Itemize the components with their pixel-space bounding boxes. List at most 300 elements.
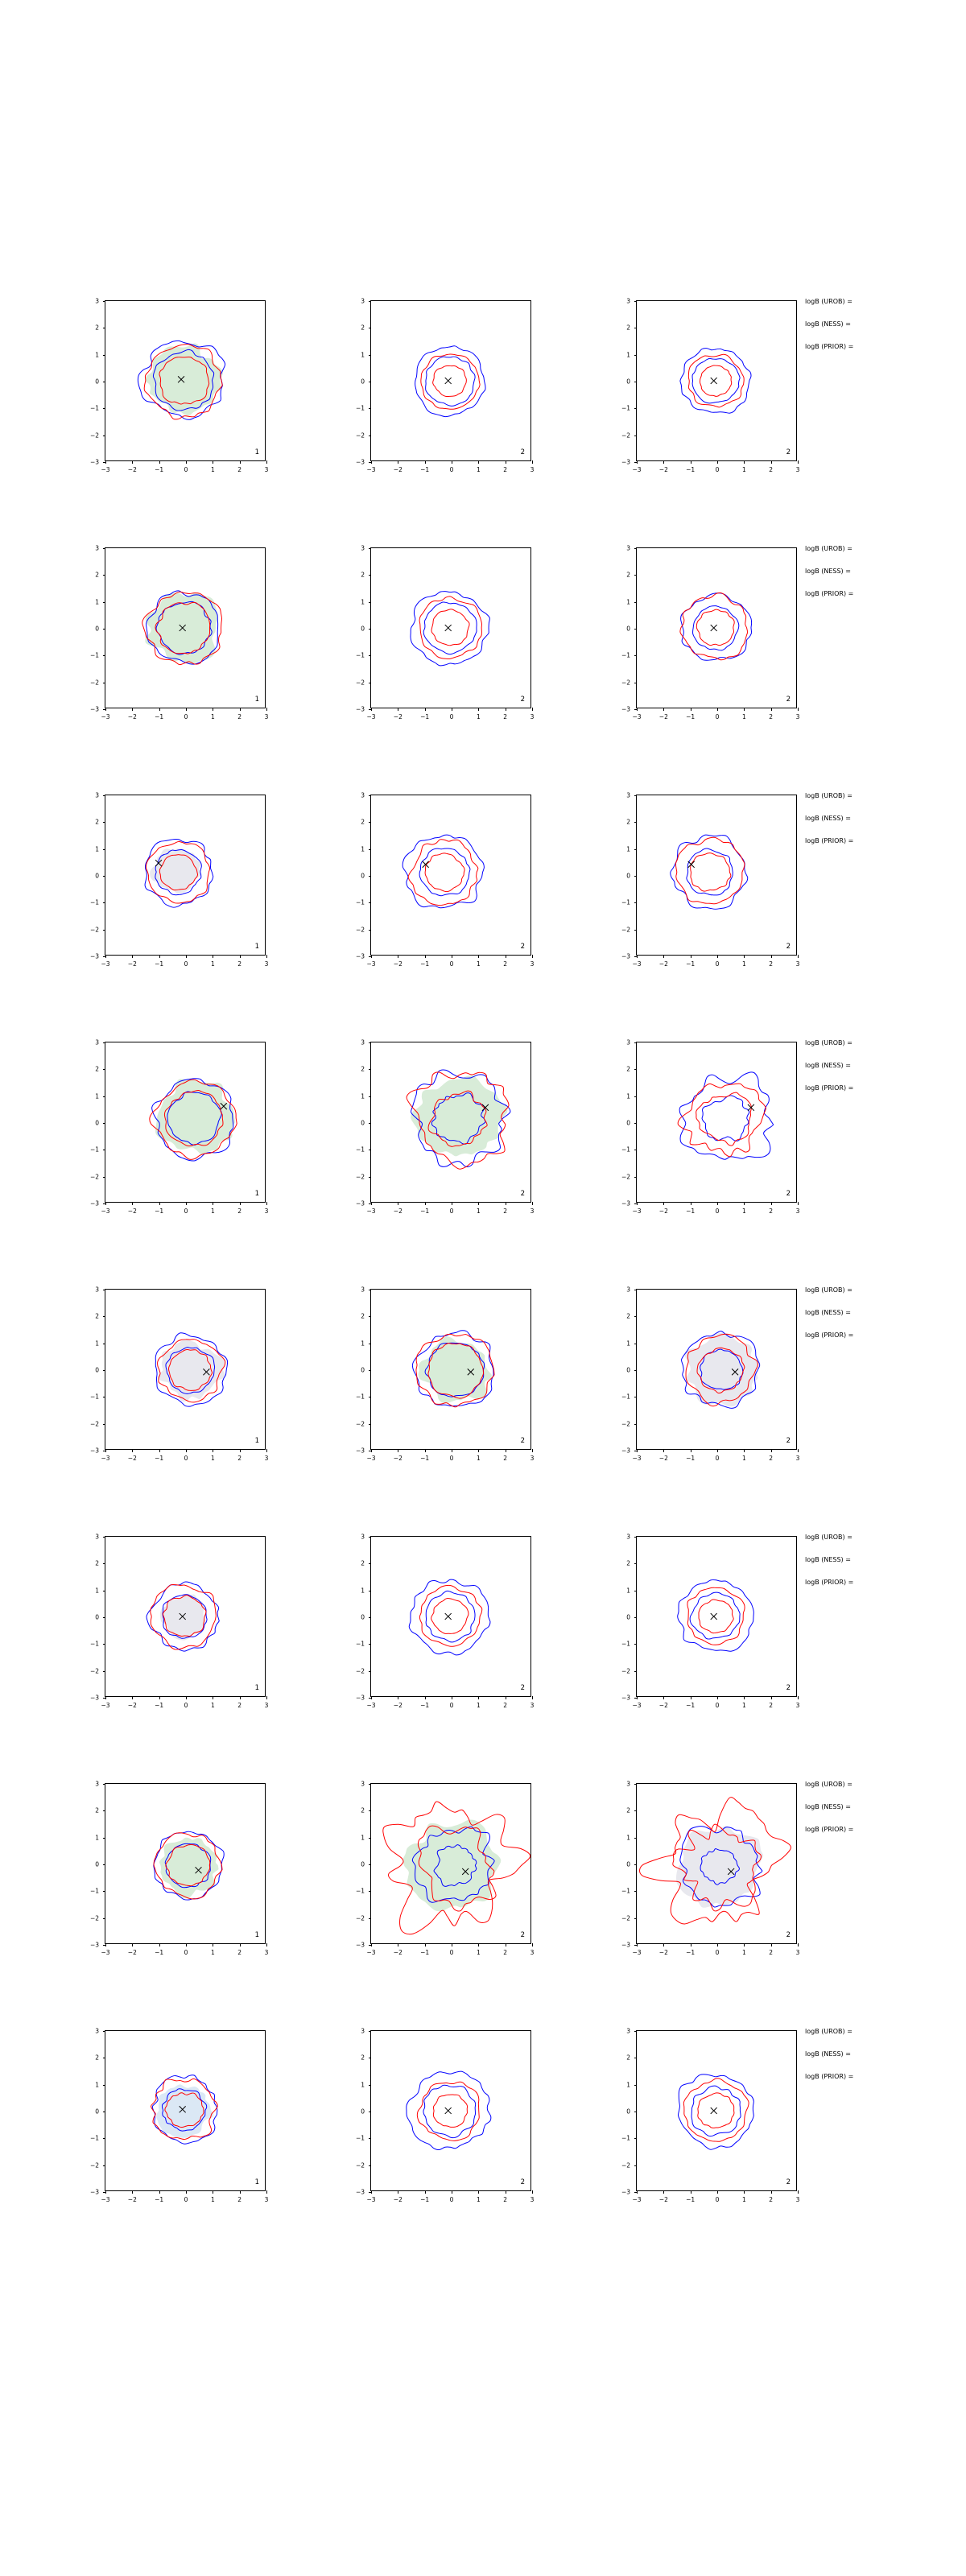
x-tick [371,460,372,464]
y-tick-label: −1 [89,1393,99,1401]
y-tick-label: −2 [355,1667,365,1675]
contour-ness [687,1587,745,1645]
row-legend [805,1533,966,1600]
y-tick [103,1838,106,1839]
y-tick-label: 3 [95,1780,99,1788]
x-tick-label: −2 [127,960,137,968]
legend-entry-ness: logB (NESS) = [805,1309,851,1316]
y-tick-label: 1 [361,351,365,359]
x-tick [637,2190,638,2194]
y-tick-label: −2 [89,1173,99,1181]
y-tick-label: −1 [89,1887,99,1895]
y-tick [369,355,372,356]
y-tick [103,2138,106,2139]
truth-marker-x [711,378,717,384]
y-tick-label: −3 [89,1447,99,1455]
x-tick [266,2190,267,2194]
x-tick-label: −2 [658,1208,668,1215]
y-tick [103,602,106,603]
y-tick-label: 1 [361,2081,365,2089]
y-tick-label: −2 [621,2161,630,2169]
y-tick-label: 1 [95,1834,99,1842]
x-tick [771,1696,772,1699]
x-tick [240,1202,241,1205]
y-tick-label: 1 [95,1092,99,1100]
y-tick-label: −1 [355,1146,365,1154]
x-tick [132,708,133,711]
contour-ness [675,837,745,904]
x-tick-label: −2 [393,2196,402,2203]
y-tick-label: 0 [626,1860,630,1868]
x-tick-label: 2 [503,713,508,720]
y-tick-label: −1 [621,404,630,412]
y-tick-label: −3 [355,458,365,466]
x-tick [132,1202,133,1205]
y-tick-label: −2 [89,431,99,440]
y-tick-label: 2 [626,324,630,332]
x-tick-label: 1 [476,1455,481,1462]
panel-id-label: 2 [520,1190,525,1198]
x-tick [532,2190,533,2194]
x-tick-label: −1 [420,713,430,720]
y-tick-label: −2 [355,431,365,440]
x-tick [240,955,241,958]
x-tick-label: 0 [715,2196,720,2203]
x-tick [798,708,799,711]
x-tick-label: 3 [530,1208,535,1215]
y-tick [103,408,106,409]
x-tick [105,1943,106,1946]
contour-ness [683,2079,749,2142]
x-tick-label: 2 [769,2196,774,2203]
y-tick-label: 1 [95,598,99,606]
y-tick [369,1177,372,1178]
x-tick-label: −2 [393,466,402,473]
legend-entry-ness: logB (NESS) = [805,568,851,575]
x-tick-label: 0 [184,1949,188,1956]
x-tick-label: −1 [420,1702,430,1709]
y-tick [634,1096,638,1097]
x-tick-label: 3 [264,466,269,473]
y-tick-label: −3 [621,952,630,960]
y-tick-label: 1 [95,1340,99,1348]
y-tick [369,1810,372,1811]
contour-ness [419,1585,481,1646]
y-tick-label: 2 [95,1806,99,1814]
truth-marker-x [711,1613,717,1620]
panel-row [0,1521,966,1769]
panel-id-label: 2 [786,1931,791,1939]
y-tick [369,822,372,823]
y-tick-label: 0 [95,1860,99,1868]
y-tick [634,2085,638,2086]
y-tick-label: −1 [89,1640,99,1648]
y-tick [103,548,106,549]
contour-ness [421,354,480,409]
x-tick-label: 0 [449,713,454,720]
y-tick [103,795,106,796]
x-tick-label: −1 [155,1455,164,1462]
x-tick [663,1696,664,1699]
contour-panel [89,1780,269,1956]
x-tick [186,1943,187,1946]
x-tick [132,1943,133,1946]
panel-id-label: 1 [254,943,259,951]
x-tick-label: −1 [155,1949,164,1956]
y-tick-label: 3 [95,1533,99,1541]
x-tick [425,1202,426,1205]
x-tick-label: 1 [210,2196,215,2203]
y-tick-label: −2 [355,2161,365,2169]
contour-urob [678,1580,754,1652]
x-tick-label: 1 [741,1702,746,1709]
y-tick-label: −1 [89,1146,99,1154]
y-tick [634,548,638,549]
y-tick-label: 3 [626,1286,630,1294]
contour-panel [89,1038,269,1215]
panel-row [0,286,966,533]
y-tick-label: 0 [626,2107,630,2116]
panel-id-label: 2 [520,696,525,704]
row-legend [805,1286,966,1353]
panel-row [0,1769,966,2016]
y-tick-label: −1 [621,898,630,906]
y-tick-label: 3 [361,791,365,799]
x-tick-label: 2 [503,1455,508,1462]
x-tick-label: 0 [184,1702,188,1709]
y-tick-label: 1 [361,1092,365,1100]
legend-entry-ness: logB (NESS) = [805,1803,851,1810]
x-tick [240,2190,241,2194]
y-tick [103,1042,106,1043]
x-tick [771,1943,772,1946]
x-tick [771,955,772,958]
contour-plot-area [105,795,265,955]
x-tick-label: −3 [366,466,376,473]
x-tick-label: −1 [420,1455,430,1462]
legend-entry-urob: logB (UROB) = [805,2028,852,2035]
contour-ness [425,853,464,892]
y-tick-label: 0 [95,378,99,386]
x-tick-label: 0 [449,960,454,968]
y-tick-label: −3 [355,1694,365,1702]
x-tick-label: −2 [658,2196,668,2203]
y-tick [634,1316,638,1317]
y-tick-label: −2 [355,1173,365,1181]
x-tick-label: −1 [155,1208,164,1215]
x-tick-label: 1 [210,466,215,473]
x-tick-label: −3 [632,1702,642,1709]
panel-id-label: 2 [520,1684,525,1692]
x-tick-label: 2 [503,1702,508,1709]
x-tick-label: 3 [530,1702,535,1709]
x-tick-label: 2 [503,1208,508,1215]
x-tick [637,955,638,958]
y-tick [634,629,638,630]
x-tick-label: −2 [127,1455,137,1462]
contour-plot-area [371,1537,530,1696]
y-tick-label: −2 [621,1420,630,1428]
x-tick-label: 0 [449,1455,454,1462]
x-tick [425,2190,426,2194]
y-tick-label: 3 [361,544,365,552]
x-tick-label: 0 [449,2196,454,2203]
x-tick [266,1449,267,1452]
prior-region [685,1333,759,1407]
x-tick-label: 0 [184,2196,188,2203]
x-tick-label: −3 [632,2196,642,2203]
x-tick-label: −1 [420,466,430,473]
x-tick [798,1449,799,1452]
legend-entry-prior: logB (PRIOR) = [805,1331,854,1339]
x-tick-label: −3 [366,1455,376,1462]
x-tick [371,708,372,711]
y-tick-label: 2 [361,1806,365,1814]
y-tick [634,1918,638,1919]
legend-entry-urob: logB (UROB) = [805,298,852,305]
y-tick [103,575,106,576]
y-tick-label: 0 [626,378,630,386]
panel-id-label: 2 [786,696,791,704]
y-tick-label: 2 [361,2054,365,2062]
y-tick-label: 0 [95,625,99,633]
y-tick-label: −2 [621,431,630,440]
x-tick-label: 1 [476,1949,481,1956]
x-tick [532,955,533,958]
x-tick-label: −3 [366,960,376,968]
y-tick [103,1810,106,1811]
y-tick [634,408,638,409]
x-tick-label: 0 [184,960,188,968]
contour-ness [431,609,469,646]
y-tick [103,930,106,931]
x-tick-label: −1 [686,960,696,968]
y-tick-label: −2 [89,2161,99,2169]
x-tick-label: 2 [237,960,242,968]
x-tick [717,1696,718,1699]
x-tick [266,708,267,711]
y-tick [103,655,106,656]
y-tick [369,602,372,603]
y-tick-label: −1 [89,898,99,906]
x-tick-label: −2 [658,1702,668,1709]
x-tick [132,460,133,464]
y-tick-label: −3 [621,1941,630,1949]
y-tick-label: 3 [95,1038,99,1046]
y-tick-label: 3 [361,1780,365,1788]
x-tick-label: 1 [210,1208,215,1215]
y-tick-label: 0 [361,872,365,880]
y-tick-label: 1 [626,1092,630,1100]
x-tick-label: −3 [101,960,110,968]
contour-panel [621,1533,800,1709]
x-tick-label: −2 [658,1949,668,1956]
x-tick [159,1202,160,1205]
legend-entry-urob: logB (UROB) = [805,1781,852,1788]
x-tick [637,460,638,464]
y-tick [634,876,638,877]
y-tick [369,1671,372,1672]
x-tick-label: −3 [366,1702,376,1709]
x-tick-label: 2 [769,1208,774,1215]
legend-entry-ness: logB (NESS) = [805,1556,851,1563]
x-tick-label: 2 [769,960,774,968]
x-tick-label: 0 [715,466,720,473]
y-tick [369,876,372,877]
y-tick-label: 1 [626,2081,630,2089]
y-tick [103,822,106,823]
contour-ness [699,1600,733,1633]
x-tick [717,1202,718,1205]
y-tick [369,1838,372,1839]
y-tick [103,1945,106,1946]
y-tick-label: 1 [361,1834,365,1842]
x-tick-label: 1 [476,1702,481,1709]
x-tick-label: 2 [769,1455,774,1462]
y-tick-label: 1 [626,1834,630,1842]
contour-ness [691,853,731,891]
y-tick-label: 3 [361,1286,365,1294]
panel-id-label: 2 [786,2178,791,2186]
y-tick [369,1096,372,1097]
contour-panel [89,791,269,968]
y-tick [634,2165,638,2166]
x-tick [425,1696,426,1699]
x-tick [771,460,772,464]
x-tick-label: −3 [101,713,110,720]
contour-panel [355,2027,535,2203]
y-tick [369,2031,372,2032]
x-tick-label: 2 [769,466,774,473]
row-legend [805,791,966,859]
x-tick-label: 1 [210,1949,215,1956]
y-tick-label: −1 [355,1640,365,1648]
x-tick [637,708,638,711]
y-tick [103,1918,106,1919]
x-tick-label: −2 [127,1208,137,1215]
x-tick-label: −3 [632,1949,642,1956]
panel-id-label: 2 [520,1437,525,1445]
x-tick-label: −2 [127,2196,137,2203]
y-tick [369,462,372,463]
y-tick [369,1891,372,1892]
y-tick-label: 2 [626,1312,630,1320]
y-tick-label: 2 [626,571,630,579]
contour-panel [89,2027,269,2203]
x-tick-label: 0 [184,713,188,720]
panel-id-label: 1 [254,2178,259,2186]
x-tick-label: −2 [393,960,402,968]
panel-row [0,1274,966,1521]
legend-entry-urob: logB (UROB) = [805,1534,852,1541]
x-tick [186,1449,187,1452]
y-tick [103,1784,106,1785]
x-tick-label: 1 [741,1949,746,1956]
y-tick-label: 3 [95,791,99,799]
y-tick [634,1810,638,1811]
x-tick-label: −1 [686,2196,696,2203]
x-tick-label: 1 [476,960,481,968]
x-tick-label: 3 [795,1208,800,1215]
x-tick [425,708,426,711]
contour-ness [433,2095,467,2127]
x-tick-label: 2 [769,713,774,720]
y-tick-label: −3 [355,952,365,960]
prior-region [158,1340,225,1402]
y-tick [369,655,372,656]
x-tick [105,1202,106,1205]
x-tick-label: 3 [264,960,269,968]
y-tick-label: 2 [361,1065,365,1073]
x-tick-label: −1 [420,1949,430,1956]
y-tick-label: 3 [95,544,99,552]
x-tick-label: 2 [769,1702,774,1709]
y-tick-label: 0 [626,1119,630,1127]
x-tick-label: 1 [741,2196,746,2203]
y-tick [634,1617,638,1618]
legend-entry-prior: logB (PRIOR) = [805,590,854,597]
y-tick [369,1042,372,1043]
panel-id-label: 2 [786,1684,791,1692]
y-tick [369,548,372,549]
x-tick [132,1449,133,1452]
y-tick [103,1698,106,1699]
x-tick-label: −3 [366,1208,376,1215]
x-tick-label: 3 [530,713,535,720]
x-tick-label: 0 [184,1455,188,1462]
x-tick-label: 2 [503,1949,508,1956]
x-tick-label: 1 [210,1455,215,1462]
x-tick-label: −1 [420,1208,430,1215]
contour-plot-area [371,1784,530,1943]
x-tick [532,460,533,464]
panel-grid [0,286,966,2263]
y-tick [103,1671,106,1672]
panel-id-label: 2 [786,1190,791,1198]
y-tick-label: 0 [95,1613,99,1621]
x-tick [771,708,772,711]
y-tick [369,408,372,409]
x-tick-label: 1 [741,713,746,720]
x-tick-label: 2 [769,1949,774,1956]
x-tick-label: −3 [632,466,642,473]
x-tick [105,460,106,464]
y-tick-label: −2 [89,1420,99,1428]
y-tick-label: 2 [361,1312,365,1320]
x-tick-label: −1 [686,1949,696,1956]
y-tick-label: 1 [361,1587,365,1595]
y-tick [634,655,638,656]
contour-urob [691,2086,741,2136]
y-tick [103,2192,106,2193]
y-tick [369,2138,372,2139]
x-tick-label: −2 [393,1702,402,1709]
x-tick-label: −1 [420,2196,430,2203]
x-tick [532,1449,533,1452]
x-tick [771,2190,772,2194]
y-tick [369,1563,372,1564]
x-tick [132,2190,133,2194]
y-tick [369,1918,372,1919]
y-tick-label: 2 [95,324,99,332]
y-tick-label: 0 [626,625,630,633]
y-tick [103,1069,106,1070]
y-tick-label: −3 [621,1447,630,1455]
x-tick-label: −3 [366,2196,376,2203]
x-tick [240,1696,241,1699]
y-tick-label: 1 [361,598,365,606]
x-tick-label: 0 [449,1702,454,1709]
